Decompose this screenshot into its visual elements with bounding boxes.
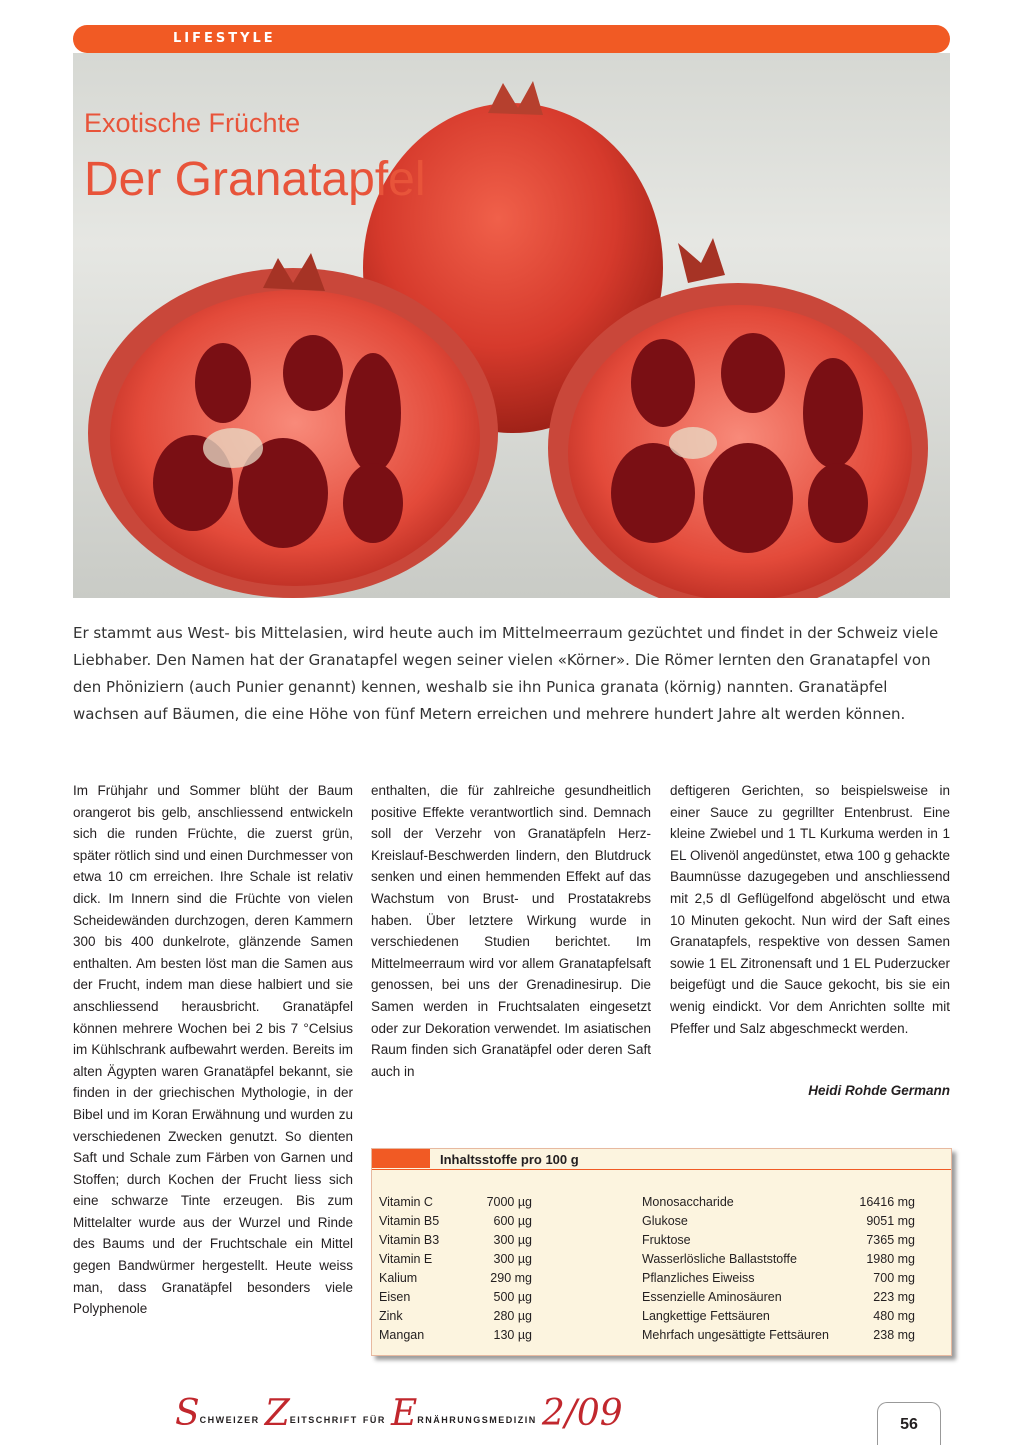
page-number: 56 (877, 1402, 941, 1445)
nutrient-value: 290 mg (490, 1271, 532, 1285)
nutrient-value: 223 mg (873, 1290, 915, 1304)
nutrient-row (379, 1326, 532, 1345)
body-column-3-text: deftigeren Gerichten, so beispielsweise in einer Sauce zu gegrillter Entenbrust. Eine kleine Zwiebel und 1 TL Kurkuma werden in 1 EL Olivenöl angedünstet, etwa 100 g gehackte Baumnüsse dazugegeben und anschliessend mit 2,5 dl Geflügelfond abgelöscht und etwa 10 Minuten gekocht. Nun wird der Saft eines Granatapfels, respektive von dessen Samen sowie 1 EL Zitronensaft und 1 EL Puderzucker beigefügt und die Sauce gekocht, bis sie ein wenig eindickt. Vor dem Anrichten sollte mit Pfeffer und Salz abgeschmeckt werden. (670, 783, 950, 1036)
logo-word-zeitschrift: EITSCHRIFT (289, 1415, 358, 1425)
author-byline: Heidi Rohde Germann (808, 1083, 950, 1098)
nutrient-name: Monosaccharide (642, 1195, 734, 1209)
nutrient-name: Langkettige Fettsäuren (642, 1309, 770, 1323)
body-column-3 (670, 780, 950, 1039)
nutrient-name: Mehrfach ungesättigte Fettsäuren (642, 1328, 829, 1342)
nutrient-name: Vitamin B5 (379, 1214, 440, 1228)
nutrient-value: 300 µg (493, 1252, 532, 1266)
nutrient-row (379, 1250, 532, 1269)
nutrient-name: Vitamin C (379, 1195, 433, 1209)
logo-letter-e: E (390, 1393, 418, 1434)
section-label: LIFESTYLE (173, 31, 276, 46)
nutrient-name: Essenzielle Aminosäuren (642, 1290, 782, 1304)
nutrient-row (379, 1307, 532, 1326)
issue-number: 2/09 (541, 1393, 623, 1434)
nutrient-row (642, 1307, 915, 1326)
nutrient-row (642, 1326, 915, 1345)
logo-word-schweizer: CHWEIZER (199, 1415, 260, 1425)
nutrient-name: Pflanzliches Eiweiss (642, 1271, 755, 1285)
nutrient-name: Glukose (642, 1214, 688, 1228)
nutrient-name: Kalium (379, 1271, 418, 1285)
body-column-1-text: Im Frühjahr und Sommer blüht der Baum orangerot bis gelb, anschliessend entwickeln sich die runden Früchte, die zuerst grün, später rötlich sind und einen Durchmesser von etwa 10 cm erreichen. Ihre Schale ist relativ dick. Im Innern sind die Früchte von vielen Scheidewänden durchzogen, deren Kammern 300 bis 400 dunkelrote, glänzende Samen enthalten. Am besten löst man die Samen aus der Frucht, indem man diese halbiert und sie anschliessend herausbricht. Granatäpfel können mehrere Wochen bei 2 bis 7 °Celsius im Kühlschrank aufbewahrt werden. Bereits im alten Ägypten waren Granatäpfel bekannt, sie finden in der griechischen Mythologie, in der Bibel und im Koran Erwähnung und wurden zu verschiedenen Zwecken genutzt. So dienten Saft und Schale zum Färben von Garnen und Stoffen; durch Kochen der Frucht liess sich eine schwarze Tinte erzeugen. Bis zum Mittelalter wurde aus der Wurzel und Rinde des Baums und der Fruchtschale ein Mittel gegen Bandwürmer hergestellt. Heute weiss man, dass Granatäpfel besonders viele Polyphenole (73, 783, 353, 1317)
logo-word-ernaehrungsmedizin: RNÄHRUNGSMEDIZIN (417, 1415, 537, 1425)
section-bar (73, 25, 950, 53)
nutrient-name: Vitamin E (379, 1252, 433, 1266)
nutrient-row (642, 1231, 915, 1250)
nutrient-value: 7000 µg (486, 1195, 532, 1209)
article-lead: Er stammt aus West- bis Mittelasien, wird heute auch im Mittelmeerraum gezüchtet und findet in der Schweiz viele Liebhaber. Den Namen hat der Granatapfel wegen seiner vielen «Körner». Die Römer lernten den Granatapfel von den Phöniziern (auch Punier genannt) kennen, weshalb sie ihn Punica granata (körnig) nannten. Granatäpfel wachsen auf Bäumen, die eine Höhe von fünf Metern erreichen und mehrere hundert Jahre alt werden können. (73, 624, 939, 723)
infobox-accent-tab (372, 1149, 430, 1168)
nutrient-row (642, 1193, 915, 1212)
body-column-1 (73, 780, 353, 1320)
nutrient-row (379, 1231, 532, 1250)
logo-letter-s: S (175, 1393, 200, 1434)
nutrient-row (642, 1288, 915, 1307)
nutrient-row (642, 1212, 915, 1231)
right-half-crown (678, 238, 725, 283)
infobox-title: Inhaltsstoffe pro 100 g (440, 1152, 579, 1167)
nutrient-value: 238 mg (873, 1328, 915, 1342)
nutrient-value: 500 µg (493, 1290, 532, 1304)
nutrient-value: 280 µg (493, 1309, 532, 1323)
nutrient-name: Wasserlösliche Ballaststoffe (642, 1252, 797, 1266)
nutrient-value: 9051 mg (866, 1214, 915, 1228)
nutrient-row (642, 1250, 915, 1269)
whole-pomegranate-crown (488, 81, 543, 115)
nutrient-row (642, 1269, 915, 1288)
nutrients-right-list (642, 1193, 915, 1345)
journal-footer-logo (175, 1393, 875, 1443)
nutrient-value: 480 mg (873, 1309, 915, 1323)
nutrient-value: 130 µg (493, 1328, 532, 1342)
nutrient-value: 16416 mg (859, 1195, 915, 1209)
article-title: Der Granatapfel (84, 153, 426, 206)
nutrient-value: 700 mg (873, 1271, 915, 1285)
nutrient-value: 600 µg (493, 1214, 532, 1228)
nutrient-row (379, 1288, 532, 1307)
nutrient-name: Fruktose (642, 1233, 691, 1247)
nutrient-row (379, 1193, 532, 1212)
nutrients-infobox (371, 1148, 952, 1356)
nutrient-value: 1980 mg (866, 1252, 915, 1266)
nutrient-value: 300 µg (493, 1233, 532, 1247)
infobox-rule (372, 1169, 951, 1170)
nutrient-name: Zink (379, 1309, 403, 1323)
nutrient-name: Vitamin B3 (379, 1233, 440, 1247)
nutrients-left-list (379, 1193, 532, 1345)
logo-letter-z: Z (264, 1393, 290, 1434)
nutrient-name: Eisen (379, 1290, 411, 1304)
nutrient-value: 7365 mg (866, 1233, 915, 1247)
logo-word-fuer: FÜR (362, 1415, 386, 1425)
article-kicker: Exotische Früchte (84, 108, 301, 138)
nutrient-row (379, 1269, 532, 1288)
nutrient-row (379, 1212, 532, 1231)
body-column-2-text: enthalten, die für zahlreiche gesundheitlich positive Effekte verantwortlich sind. Demnach soll der Verzehr von Granatäpfeln Herz-Kreislauf-Beschwerden lindern, den Blutdruck senken und einen hemmenden Effekt auf das Wachstum von Brust- und Prostatakrebs haben. Über letztere Wirkung wurde in verschiedenen Studien berichtet. Im Mittelmeerraum wird vor allem Granatapfelsaft genossen, bei uns der Grenadinesirup. Die Samen werden in Fruchtsalaten eingesetzt oder zur Dekoration verwendet. Im asiatischen Raum finden sich Granatäpfel oder deren Saft auch in (371, 783, 651, 1079)
body-column-2 (371, 780, 651, 1082)
nutrient-name: Mangan (379, 1328, 425, 1342)
